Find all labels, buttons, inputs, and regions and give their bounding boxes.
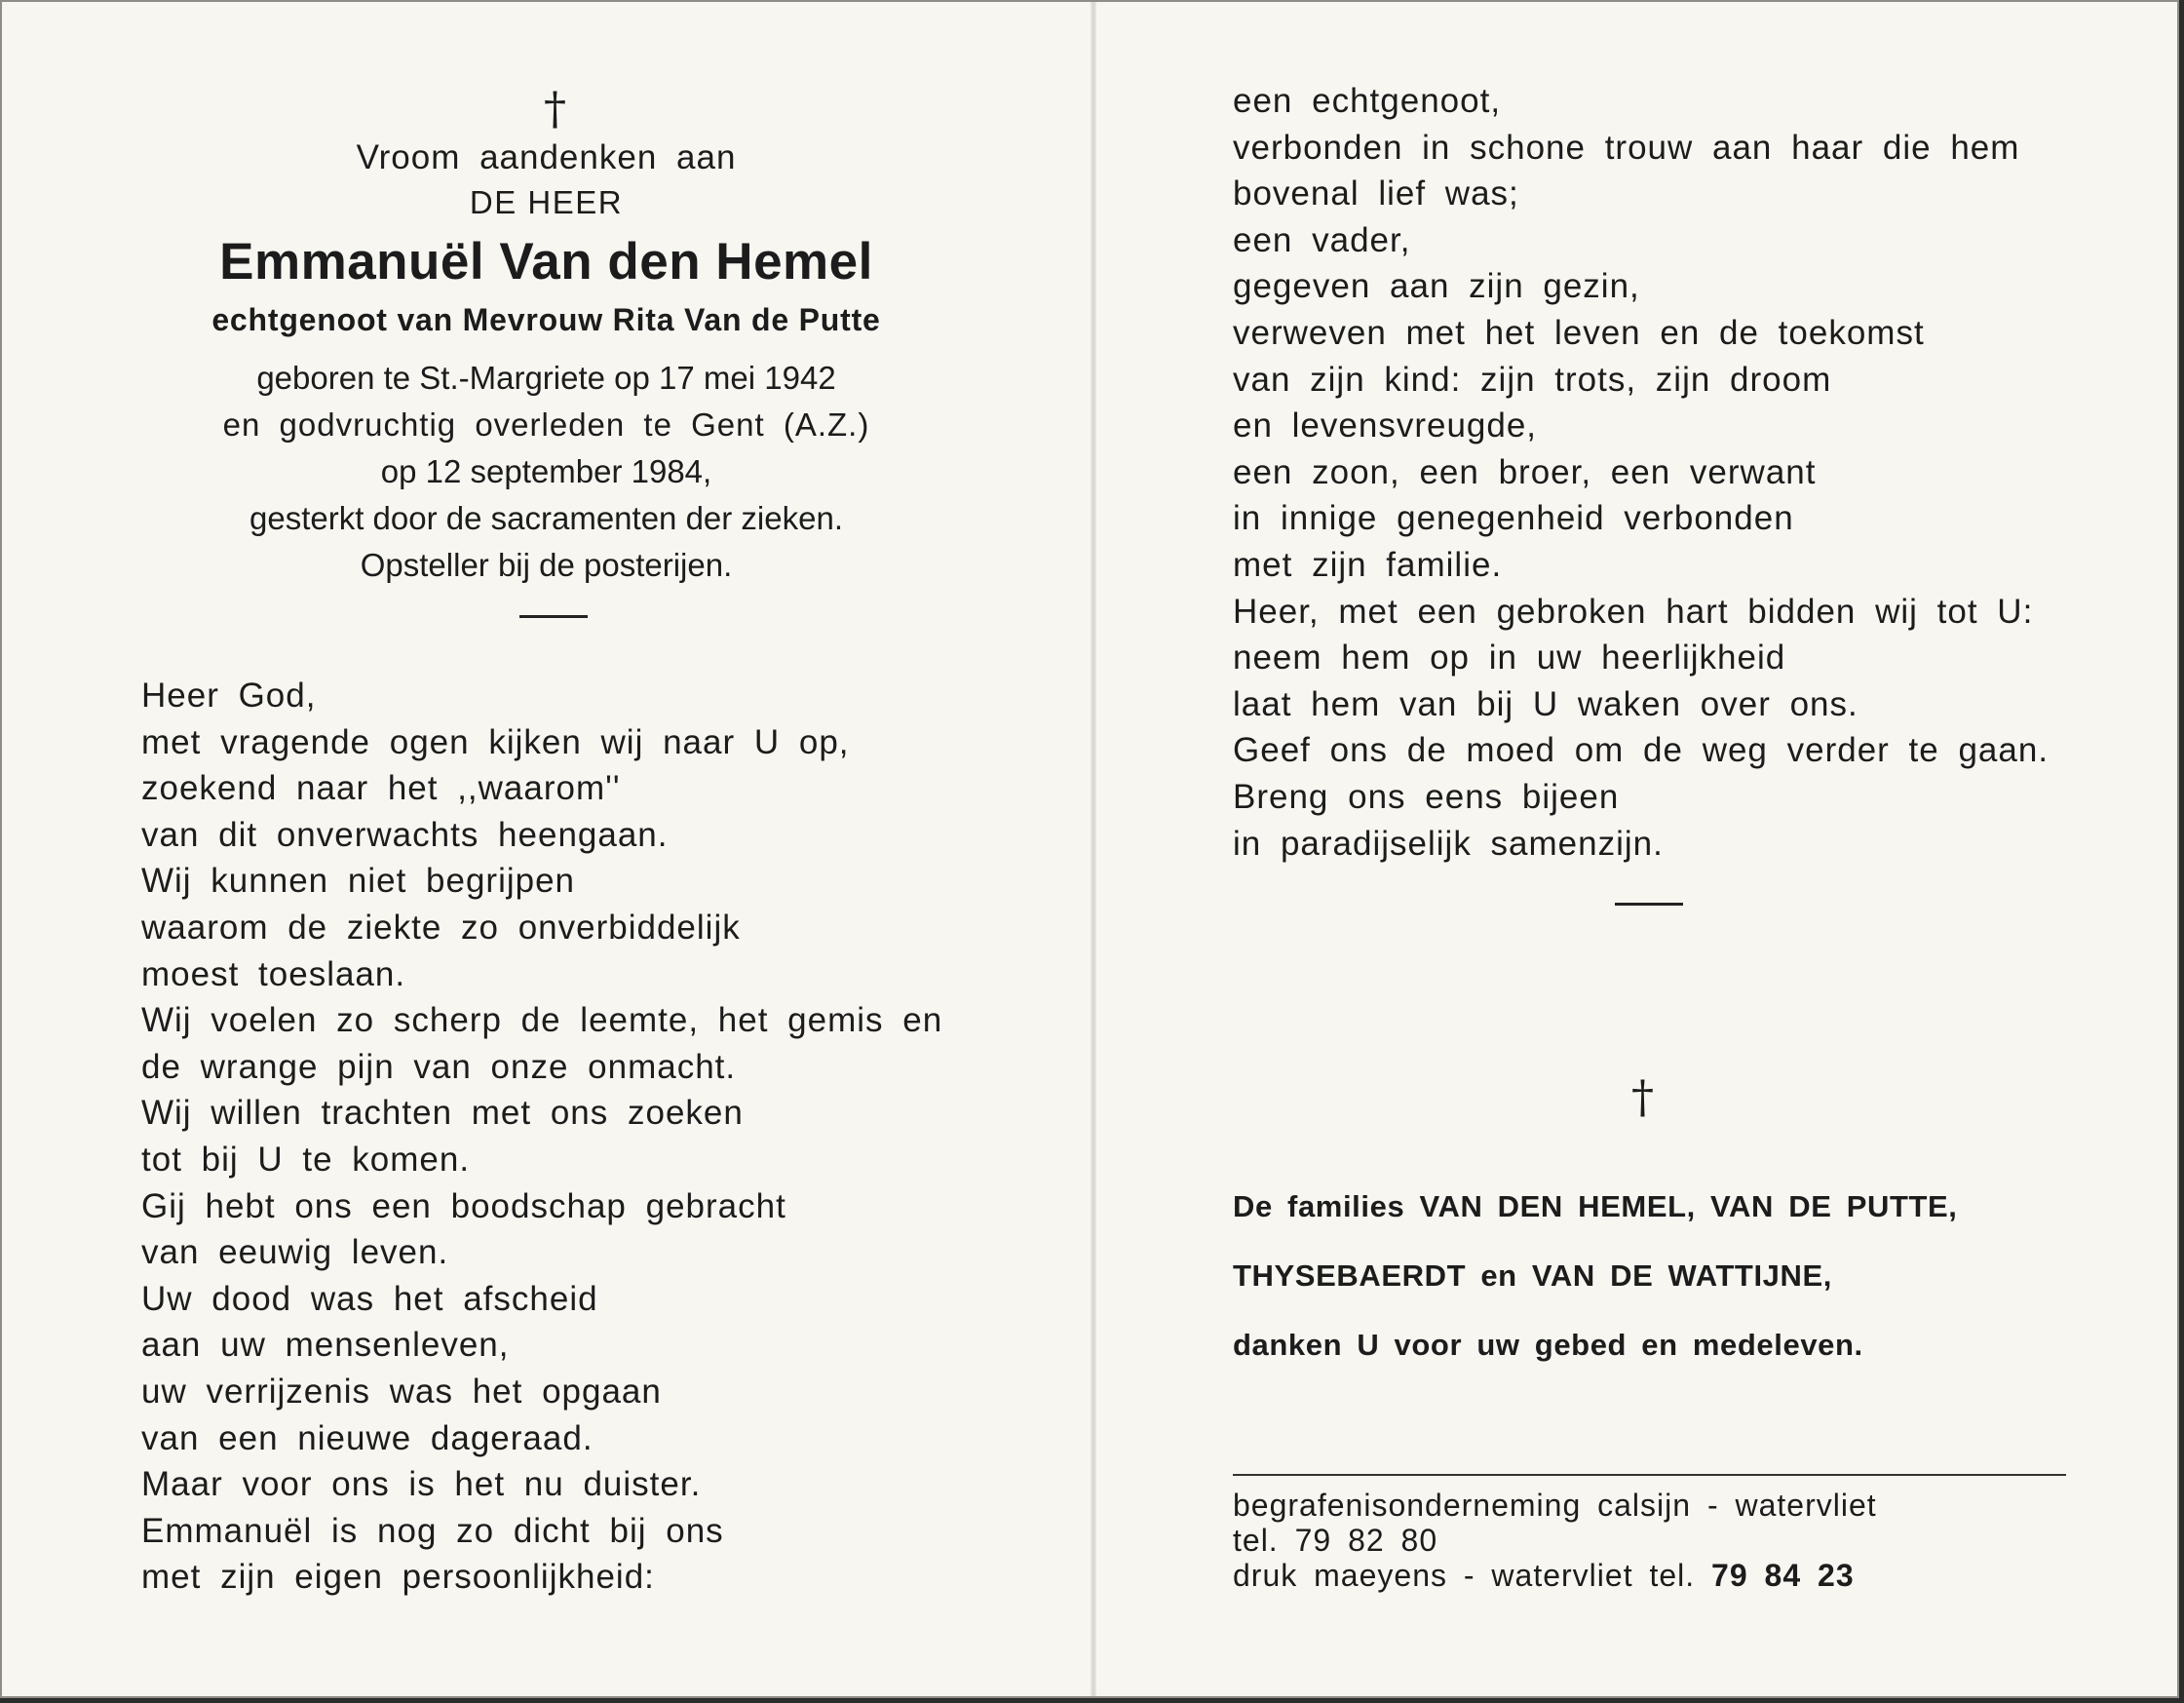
poem-line: de wrange pijn van onze onmacht. (141, 1047, 737, 1086)
poem-line: een zoon, een broer, een verwant (1233, 452, 1817, 491)
poem-line: Wij voelen zo scherp de leemte, het gemis en (141, 1001, 943, 1040)
poem-line: van zijn kind: zijn trots, zijn droom (1233, 360, 1832, 399)
poem-line: een echtgenoot, (1233, 82, 1502, 120)
cross-icon: † (1631, 1070, 1654, 1123)
poem-line: van eeuwig leven. (141, 1233, 449, 1272)
family-line: De families VAN DEN HEMEL, VAN DE PUTTE, (1233, 1189, 1958, 1223)
poem-line: neem hem op in uw heerlijkheid (1233, 639, 1786, 677)
bio-line: geboren te St.-Margriete op 17 mei 1942 (256, 360, 836, 396)
undertaker-phone: tel. 79 82 80 (1233, 1523, 1438, 1558)
bio-line: Opsteller bij de posterijen. (360, 547, 733, 583)
printer-footer (1233, 1488, 2066, 1593)
poem-line: laat hem van bij U waken over ons. (1233, 684, 1858, 723)
right-poem (1233, 78, 2049, 867)
poem-line: met vragende ogen kijken wij naar U op, (141, 722, 850, 761)
poem-line: gegeven aan zijn gezin, (1233, 267, 1640, 306)
bio-line: gesterkt door de sacramenten der zieken. (249, 500, 843, 536)
poem-line: van dit onverwachts heengaan. (141, 815, 669, 854)
printer-phone: 79 84 23 (1711, 1558, 1855, 1593)
poem-line: moest toeslaan. (141, 954, 406, 993)
poem-line: Heer God, (141, 677, 317, 715)
family-thanks (1233, 1172, 1958, 1379)
poem-line: Uw dood was het afscheid (141, 1279, 598, 1318)
poem-line: bovenal lief was; (1233, 174, 1519, 213)
memorial-intro (2, 135, 1091, 225)
poem-line: aan uw mensenleven, (141, 1326, 510, 1365)
poem-line: van een nieuwe dageraad. (141, 1418, 594, 1457)
family-line: danken U voor uw gebed en medeleven. (1233, 1328, 1863, 1362)
left-poem (141, 673, 942, 1601)
intro-text: Vroom aandenken aan (356, 138, 737, 176)
family-line: THYSEBAERDT en VAN DE WATTIJNE, (1233, 1258, 1832, 1293)
poem-line: tot bij U te komen. (141, 1140, 471, 1179)
poem-line: Maar voor ons is het nu duister. (141, 1465, 702, 1504)
poem-line: in paradijselijk samenzijn. (1233, 824, 1664, 863)
poem-line: waarom de ziekte zo onverbiddelijk (141, 908, 741, 947)
poem-line: Wij kunnen niet begrijpen (141, 862, 576, 901)
poem-line: Emmanuël is nog zo dicht bij ons (141, 1511, 724, 1550)
cross-icon: † (544, 82, 566, 135)
right-page (1096, 2, 2179, 1696)
printer-text: druk maeyens - watervliet tel. (1233, 1558, 1696, 1593)
divider-dash (519, 615, 588, 618)
left-page (2, 2, 1091, 1696)
spouse-line: echtgenoot van Mevrouw Rita Van de Putte (211, 302, 881, 337)
printer-line (1233, 1558, 2066, 1593)
poem-line: in innige genegenheid verbonden (1233, 499, 1794, 538)
poem-line: Gij hebt ons een boodschap gebracht (141, 1186, 786, 1225)
poem-line: met zijn eigen persoonlijkheid: (141, 1558, 655, 1597)
poem-line: Wij willen trachten met ons zoeken (141, 1094, 744, 1133)
divider-dash (1615, 903, 1683, 906)
biography (2, 355, 1091, 589)
footer-rule (1233, 1474, 2066, 1476)
poem-line: zoekend naar het ,,waarom'' (141, 769, 621, 808)
poem-line: uw verrijzenis was het opgaan (141, 1372, 662, 1411)
poem-line: verbonden in schone trouw aan haar die hem (1233, 128, 2020, 167)
poem-line: een vader, (1233, 220, 1411, 259)
title-text: DE HEER (469, 184, 624, 220)
poem-line: Breng ons eens bijeen (1233, 777, 1620, 816)
poem-line: met zijn familie. (1233, 545, 1503, 584)
poem-line: Geef ons de moed om de weg verder te gaan. (1233, 731, 2050, 770)
poem-line: Heer, met een gebroken hart bidden wij tot U: (1233, 592, 2034, 631)
poem-line: verweven met het leven en de toekomst (1233, 313, 1925, 352)
bio-line: op 12 september 1984, (380, 453, 712, 489)
poem-line: en levensvreugde, (1233, 406, 1538, 445)
deceased-name: Emmanuël Van den Hemel (219, 233, 873, 290)
bio-line: en godvruchtig overleden te Gent (A.Z.) (222, 406, 870, 443)
undertaker-line: begrafenisonderneming calsijn - watervliet (1233, 1488, 1877, 1523)
